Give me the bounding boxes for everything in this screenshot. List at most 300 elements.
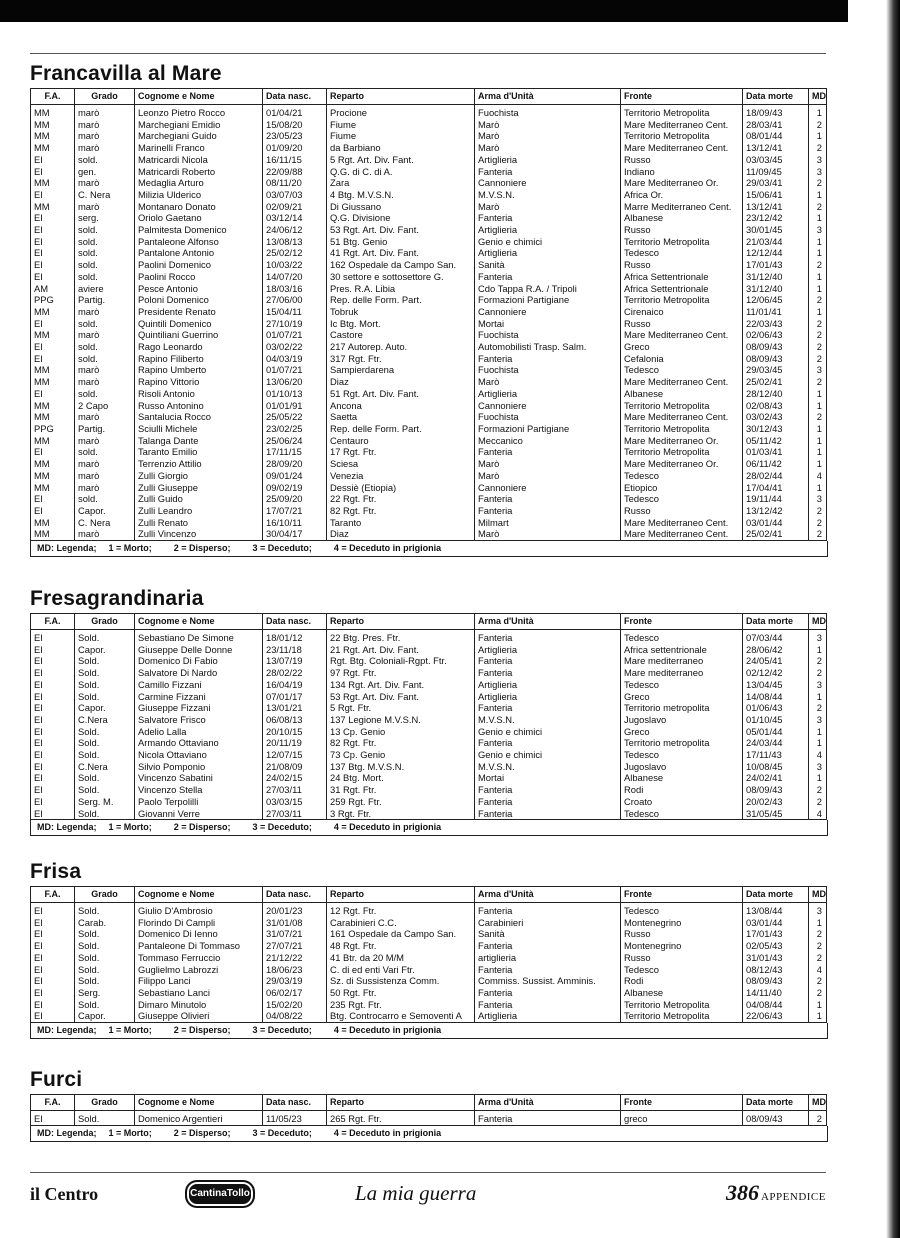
table-row (31, 952, 827, 964)
col-arma-header: Arma d'Unità (475, 887, 621, 903)
cell-md: 2 (809, 928, 827, 940)
legend-label: MD: Legenda; (37, 1127, 97, 1138)
cell-nome: Pesce Antonio (135, 283, 263, 295)
table-row (31, 247, 827, 259)
cell-md: 1 (809, 236, 827, 248)
cell-md: 1 (809, 400, 827, 412)
cell-arma: Mortai (475, 772, 621, 784)
table-row (31, 318, 827, 330)
table-row (31, 400, 827, 412)
cell-fa: EI (31, 903, 75, 917)
cell-morte: 07/03/44 (743, 630, 809, 644)
table-row (31, 236, 827, 248)
cell-reparto: 30 settore e sottosettore G. (327, 271, 475, 283)
cell-md: 1 (809, 482, 827, 494)
md-legend (30, 541, 828, 557)
cell-reparto: Taranto (327, 517, 475, 529)
cell-arma: artiglieria (475, 952, 621, 964)
cell-nome: Silvio Pomponio (135, 761, 263, 773)
section-title: Francavilla al Mare (30, 62, 222, 85)
col-reparto-header: Reparto (327, 1095, 475, 1111)
cell-nome: Zulli Renato (135, 517, 263, 529)
cell-nascita: 18/01/12 (263, 630, 327, 644)
cell-arma: Fanteria (475, 667, 621, 679)
cell-nascita: 25/05/22 (263, 411, 327, 423)
cell-nascita: 02/09/21 (263, 201, 327, 213)
cell-nascita: 27/10/19 (263, 318, 327, 330)
cell-nascita: 25/06/24 (263, 435, 327, 447)
cell-reparto: 3 Rgt. Ftr. (327, 808, 475, 820)
cell-arma: Cdo Tappa R.A. / Tripoli (475, 283, 621, 295)
cell-morte: 13/04/45 (743, 679, 809, 691)
cell-md: 2 (809, 259, 827, 271)
col-grado-header: Grado (75, 1095, 135, 1111)
cell-md: 3 (809, 679, 827, 691)
cell-arma: Fanteria (475, 940, 621, 952)
cell-reparto: Rep. delle Form. Part. (327, 423, 475, 435)
cell-grado: Sold. (75, 975, 135, 987)
table-row (31, 808, 827, 820)
cell-md: 1 (809, 388, 827, 400)
col-reparto-header: Reparto (327, 89, 475, 105)
cell-arma: Marò (475, 376, 621, 388)
cell-fa: EI (31, 737, 75, 749)
legend-item: 3 = Deceduto; (252, 822, 312, 833)
cell-reparto: 82 Rgt. Ftr. (327, 737, 475, 749)
cell-fronte: Greco (621, 341, 743, 353)
cell-fa: MM (31, 130, 75, 142)
cell-arma: Meccanico (475, 435, 621, 447)
cell-nome: Guglielmo Labrozzi (135, 964, 263, 976)
cell-grado: Sold. (75, 726, 135, 738)
cell-arma: Fanteria (475, 166, 621, 178)
cell-fronte: Mare Mediterraneo Cent. (621, 528, 743, 540)
cell-reparto: 162 Ospedale da Campo San. (327, 259, 475, 271)
header-row (31, 89, 827, 105)
cell-grado: Sold. (75, 952, 135, 964)
cell-morte: 11/01/41 (743, 306, 809, 318)
cell-arma: Milmart (475, 517, 621, 529)
table-row (31, 446, 827, 458)
col-reparto-header: Reparto (327, 887, 475, 903)
table-row (31, 130, 827, 142)
cell-grado: marò (75, 376, 135, 388)
cell-nascita: 28/02/22 (263, 667, 327, 679)
cell-nome: Zulli Giorgio (135, 470, 263, 482)
table-row (31, 796, 827, 808)
cell-arma: M.V.S.N. (475, 189, 621, 201)
cell-grado: aviere (75, 283, 135, 295)
cell-nascita: 20/01/23 (263, 903, 327, 917)
cell-nascita: 01/07/21 (263, 364, 327, 376)
cell-md: 1 (809, 189, 827, 201)
cell-md: 2 (809, 796, 827, 808)
table-row (31, 630, 827, 644)
cell-reparto: 265 Rgt. Ftr. (327, 1111, 475, 1126)
cell-reparto: Procione (327, 105, 475, 119)
table-row (31, 283, 827, 295)
legend-item: 1 = Morto; (108, 822, 152, 833)
sponsor-logo: CantinaTollo (185, 1180, 255, 1208)
table-row (31, 423, 827, 435)
cell-nome: Palmitesta Domenico (135, 224, 263, 236)
cell-nascita: 23/05/23 (263, 130, 327, 142)
col-fa-header: F.A. (31, 614, 75, 630)
cell-fa: MM (31, 517, 75, 529)
cell-reparto: 51 Rgt. Art. Div. Fant. (327, 388, 475, 400)
legend-item: 3 = Deceduto; (252, 543, 312, 554)
legend-item: 2 = Disperso; (173, 1127, 231, 1138)
cell-md: 1 (809, 726, 827, 738)
col-md-header: MD (809, 887, 827, 903)
cell-fa: MM (31, 411, 75, 423)
cell-md: 1 (809, 212, 827, 224)
table-row (31, 903, 827, 917)
cell-nome: Pantaleone Alfonso (135, 236, 263, 248)
table-row (31, 166, 827, 178)
cell-nome: Quintili Domenico (135, 318, 263, 330)
cell-nascita: 13/07/19 (263, 655, 327, 667)
cell-grado: Serg. M. (75, 796, 135, 808)
cell-fronte: Tedesco (621, 749, 743, 761)
cell-morte: 03/01/44 (743, 917, 809, 929)
cell-nome: Zulli Vincenzo (135, 528, 263, 540)
cell-grado: marò (75, 364, 135, 376)
cell-fa: MM (31, 400, 75, 412)
cell-nome: Rapino Filiberto (135, 353, 263, 365)
cell-fa: EI (31, 271, 75, 283)
cell-nascita: 01/10/13 (263, 388, 327, 400)
cell-arma: Fuochista (475, 105, 621, 119)
cell-nascita: 23/11/18 (263, 644, 327, 656)
cell-reparto: 17 Rgt. Ftr. (327, 446, 475, 458)
cell-grado: Sold. (75, 940, 135, 952)
legend-item: 3 = Deceduto; (252, 1127, 312, 1138)
cell-nascita: 27/06/00 (263, 294, 327, 306)
legend-item: 4 = Deceduto in prigionia (333, 1025, 442, 1036)
cell-morte: 03/02/43 (743, 411, 809, 423)
cell-reparto: da Barbiano (327, 142, 475, 154)
cell-morte: 01/10/45 (743, 714, 809, 726)
table-row (31, 435, 827, 447)
cell-grado: marò (75, 528, 135, 540)
cell-fronte: Cefalonia (621, 353, 743, 365)
cell-morte: 31/01/43 (743, 952, 809, 964)
cell-grado: sold. (75, 353, 135, 365)
cell-arma: Sanità (475, 928, 621, 940)
cell-grado: Sold. (75, 1111, 135, 1126)
cell-nascita: 17/11/15 (263, 446, 327, 458)
cell-morte: 08/09/43 (743, 341, 809, 353)
cell-morte: 08/09/43 (743, 975, 809, 987)
cell-fronte: Territorio Metropolita (621, 1010, 743, 1022)
cell-grado: sold. (75, 259, 135, 271)
cell-fronte: Russo (621, 318, 743, 330)
cell-arma: Fuochista (475, 329, 621, 341)
cell-morte: 02/08/43 (743, 400, 809, 412)
cell-nascita: 01/04/21 (263, 105, 327, 119)
md-legend (30, 820, 828, 836)
col-nascita-header: Data nasc. (263, 614, 327, 630)
cell-grado: Carab. (75, 917, 135, 929)
table-row (31, 928, 827, 940)
cell-fa: EI (31, 212, 75, 224)
cell-fa: EI (31, 667, 75, 679)
cell-md: 1 (809, 247, 827, 259)
table-row (31, 761, 827, 773)
cell-reparto: 73 Cp. Genio (327, 749, 475, 761)
cell-morte: 03/03/45 (743, 154, 809, 166)
cell-fa: MM (31, 376, 75, 388)
cell-arma: Mortai (475, 318, 621, 330)
cell-grado: Sold. (75, 784, 135, 796)
cell-grado: Sold. (75, 928, 135, 940)
cell-nome: Oriolo Gaetano (135, 212, 263, 224)
cell-grado: Sold. (75, 667, 135, 679)
cell-morte: 15/06/41 (743, 189, 809, 201)
cell-reparto: 53 Rgt. Art. Div. Fant. (327, 691, 475, 703)
cell-fronte: Africa Settentrionale (621, 283, 743, 295)
table-row (31, 1010, 827, 1022)
cell-nascita: 08/11/20 (263, 177, 327, 189)
cell-morte: 04/08/44 (743, 999, 809, 1011)
cell-reparto: 31 Rgt. Ftr. (327, 784, 475, 796)
cell-nome: Adelio Lalla (135, 726, 263, 738)
cell-reparto: Dessiè (Etiopia) (327, 482, 475, 494)
cell-fronte: Tedesco (621, 903, 743, 917)
table-row (31, 189, 827, 201)
cell-fa: MM (31, 329, 75, 341)
cell-nascita: 07/01/17 (263, 691, 327, 703)
cell-morte: 17/01/43 (743, 259, 809, 271)
cell-grado: sold. (75, 388, 135, 400)
cell-md: 1 (809, 423, 827, 435)
cell-fronte: Albanese (621, 388, 743, 400)
cell-grado: marò (75, 142, 135, 154)
cell-fa: MM (31, 105, 75, 119)
table-row (31, 142, 827, 154)
cell-arma: Genio e chimici (475, 749, 621, 761)
cell-reparto: Rgt. Btg. Coloniali-Rgpt. Ftr. (327, 655, 475, 667)
cell-reparto: Diaz (327, 528, 475, 540)
col-arma-header: Arma d'Unità (475, 89, 621, 105)
col-morte-header: Data morte (743, 614, 809, 630)
cell-fronte: Mare Mediterraneo Cent. (621, 376, 743, 388)
cell-nascita: 18/06/23 (263, 964, 327, 976)
cell-nascita: 13/08/13 (263, 236, 327, 248)
cell-morte: 05/11/42 (743, 435, 809, 447)
legend-item: 2 = Disperso; (173, 543, 231, 554)
cell-fa: EI (31, 691, 75, 703)
col-morte-header: Data morte (743, 89, 809, 105)
col-morte-header: Data morte (743, 887, 809, 903)
cell-reparto: Ic Btg. Mort. (327, 318, 475, 330)
cell-nome: Paolini Domenico (135, 259, 263, 271)
cell-arma: Cannoniere (475, 482, 621, 494)
cell-nome: Sebastiano Lanci (135, 987, 263, 999)
cell-morte: 28/03/41 (743, 119, 809, 131)
cell-md: 1 (809, 999, 827, 1011)
cell-nome: Carmine Fizzani (135, 691, 263, 703)
roll-table (30, 886, 827, 1023)
table-row (31, 644, 827, 656)
legend-item: 1 = Morto; (108, 1025, 152, 1036)
cell-nascita: 06/02/17 (263, 987, 327, 999)
cell-md: 2 (809, 119, 827, 131)
cell-fronte: Greco (621, 726, 743, 738)
cell-nascita: 15/02/20 (263, 999, 327, 1011)
cell-fronte: Croato (621, 796, 743, 808)
table-row (31, 517, 827, 529)
cell-reparto: 21 Rgt. Art. Div. Fant. (327, 644, 475, 656)
cell-morte: 28/02/44 (743, 470, 809, 482)
cell-grado: marò (75, 105, 135, 119)
legend-item: 1 = Morto; (108, 543, 152, 554)
col-nome-header: Cognome e Nome (135, 1095, 263, 1111)
cell-fronte: Tedesco (621, 808, 743, 820)
cell-reparto: 137 Btg. M.V.S.N. (327, 761, 475, 773)
cell-morte: 22/06/43 (743, 1010, 809, 1022)
cell-reparto: Venezia (327, 470, 475, 482)
table-row (31, 772, 827, 784)
cell-fronte: Jugoslavo (621, 761, 743, 773)
cell-md: 3 (809, 493, 827, 505)
cell-md: 2 (809, 952, 827, 964)
cell-arma: Fuochista (475, 411, 621, 423)
cell-morte: 13/12/42 (743, 505, 809, 517)
cell-reparto: Castore (327, 329, 475, 341)
cell-arma: Fanteria (475, 702, 621, 714)
cell-grado: Sold. (75, 679, 135, 691)
legend-item: 2 = Disperso; (173, 1025, 231, 1036)
cell-reparto: Sz. di Sussistenza Comm. (327, 975, 475, 987)
cell-nascita: 21/12/22 (263, 952, 327, 964)
cell-grado: marò (75, 177, 135, 189)
cell-md: 2 (809, 505, 827, 517)
cell-grado: gen. (75, 166, 135, 178)
table-header (31, 89, 827, 105)
table-row (31, 341, 827, 353)
cell-fa: EI (31, 987, 75, 999)
table-row (31, 376, 827, 388)
table-row (31, 726, 827, 738)
col-grado-header: Grado (75, 614, 135, 630)
table-row (31, 259, 827, 271)
cell-fa: EI (31, 505, 75, 517)
cell-nascita: 15/08/20 (263, 119, 327, 131)
cell-fronte: Tedesco (621, 470, 743, 482)
cell-reparto: 51 Btg. Genio (327, 236, 475, 248)
cell-reparto: Q.G. di C. di A. (327, 166, 475, 178)
col-nome-header: Cognome e Nome (135, 887, 263, 903)
cell-fa: EI (31, 928, 75, 940)
legend-item: 2 = Disperso; (173, 822, 231, 833)
cell-nascita: 09/02/19 (263, 482, 327, 494)
cell-arma: Marò (475, 458, 621, 470)
cell-morte: 08/01/44 (743, 130, 809, 142)
cell-arma: Formazioni Partigiane (475, 294, 621, 306)
cell-arma: Fanteria (475, 808, 621, 820)
cell-fronte: Rodi (621, 784, 743, 796)
cell-grado: C. Nera (75, 189, 135, 201)
col-arma-header: Arma d'Unità (475, 614, 621, 630)
cell-arma: Artiglieria (475, 644, 621, 656)
cell-fa: MM (31, 528, 75, 540)
col-nascita-header: Data nasc. (263, 887, 327, 903)
section-frisa (30, 858, 828, 1039)
cell-fa: EI (31, 749, 75, 761)
cell-md: 1 (809, 691, 827, 703)
cell-nascita: 03/07/03 (263, 189, 327, 201)
cell-arma: Cannoniere (475, 177, 621, 189)
cell-md: 1 (809, 271, 827, 283)
table-row (31, 691, 827, 703)
table-row (31, 177, 827, 189)
cell-fa: MM (31, 458, 75, 470)
cell-md: 3 (809, 761, 827, 773)
cell-nome: Sebastiano De Simone (135, 630, 263, 644)
header-row (31, 887, 827, 903)
cell-fa: EI (31, 247, 75, 259)
cell-fa: EI (31, 655, 75, 667)
cell-arma: Marò (475, 528, 621, 540)
cell-fronte: Territorio Metropolita (621, 400, 743, 412)
cell-nascita: 01/07/21 (263, 329, 327, 341)
col-fa-header: F.A. (31, 1095, 75, 1111)
cell-fa: EI (31, 1010, 75, 1022)
cell-nascita: 13/06/20 (263, 376, 327, 388)
cell-fronte: Territorio metropolita (621, 702, 743, 714)
cell-nascita: 04/08/22 (263, 1010, 327, 1022)
cell-fa: EI (31, 702, 75, 714)
cell-grado: serg. (75, 212, 135, 224)
cell-nome: Leonzo Pietro Rocco (135, 105, 263, 119)
header-rule (30, 53, 826, 54)
col-nascita-header: Data nasc. (263, 89, 327, 105)
cell-arma: Fanteria (475, 1111, 621, 1126)
cell-reparto: 82 Rgt. Ftr. (327, 505, 475, 517)
cell-reparto: Di Giussano (327, 201, 475, 213)
cell-grado: Serg. (75, 987, 135, 999)
cell-morte: 24/03/44 (743, 737, 809, 749)
table-row (31, 411, 827, 423)
cell-fa: MM (31, 306, 75, 318)
table-row (31, 470, 827, 482)
cell-grado: 2 Capo (75, 400, 135, 412)
cell-md: 2 (809, 528, 827, 540)
cell-fa: MM (31, 364, 75, 376)
cell-nascita: 29/03/19 (263, 975, 327, 987)
cell-nome: Giovanni Verre (135, 808, 263, 820)
cell-fronte: Territorio Metropolita (621, 294, 743, 306)
cell-fa: PPG (31, 294, 75, 306)
cell-md: 1 (809, 737, 827, 749)
cell-nascita: 27/03/11 (263, 808, 327, 820)
cell-fronte: Mare Mediterraneo Or. (621, 458, 743, 470)
cell-morte: 25/02/41 (743, 528, 809, 540)
cell-nome: Nicola Ottaviano (135, 749, 263, 761)
table-body (31, 630, 827, 820)
cell-arma: Fanteria (475, 903, 621, 917)
cell-morte: 02/06/43 (743, 329, 809, 341)
cell-arma: Cannoniere (475, 400, 621, 412)
cell-fronte: Jugoslavo (621, 714, 743, 726)
cell-reparto: Ancona (327, 400, 475, 412)
cell-arma: Artiglieria (475, 679, 621, 691)
cell-reparto: Pres. R.A. Libia (327, 283, 475, 295)
cell-md: 2 (809, 784, 827, 796)
cell-fronte: Russo (621, 224, 743, 236)
